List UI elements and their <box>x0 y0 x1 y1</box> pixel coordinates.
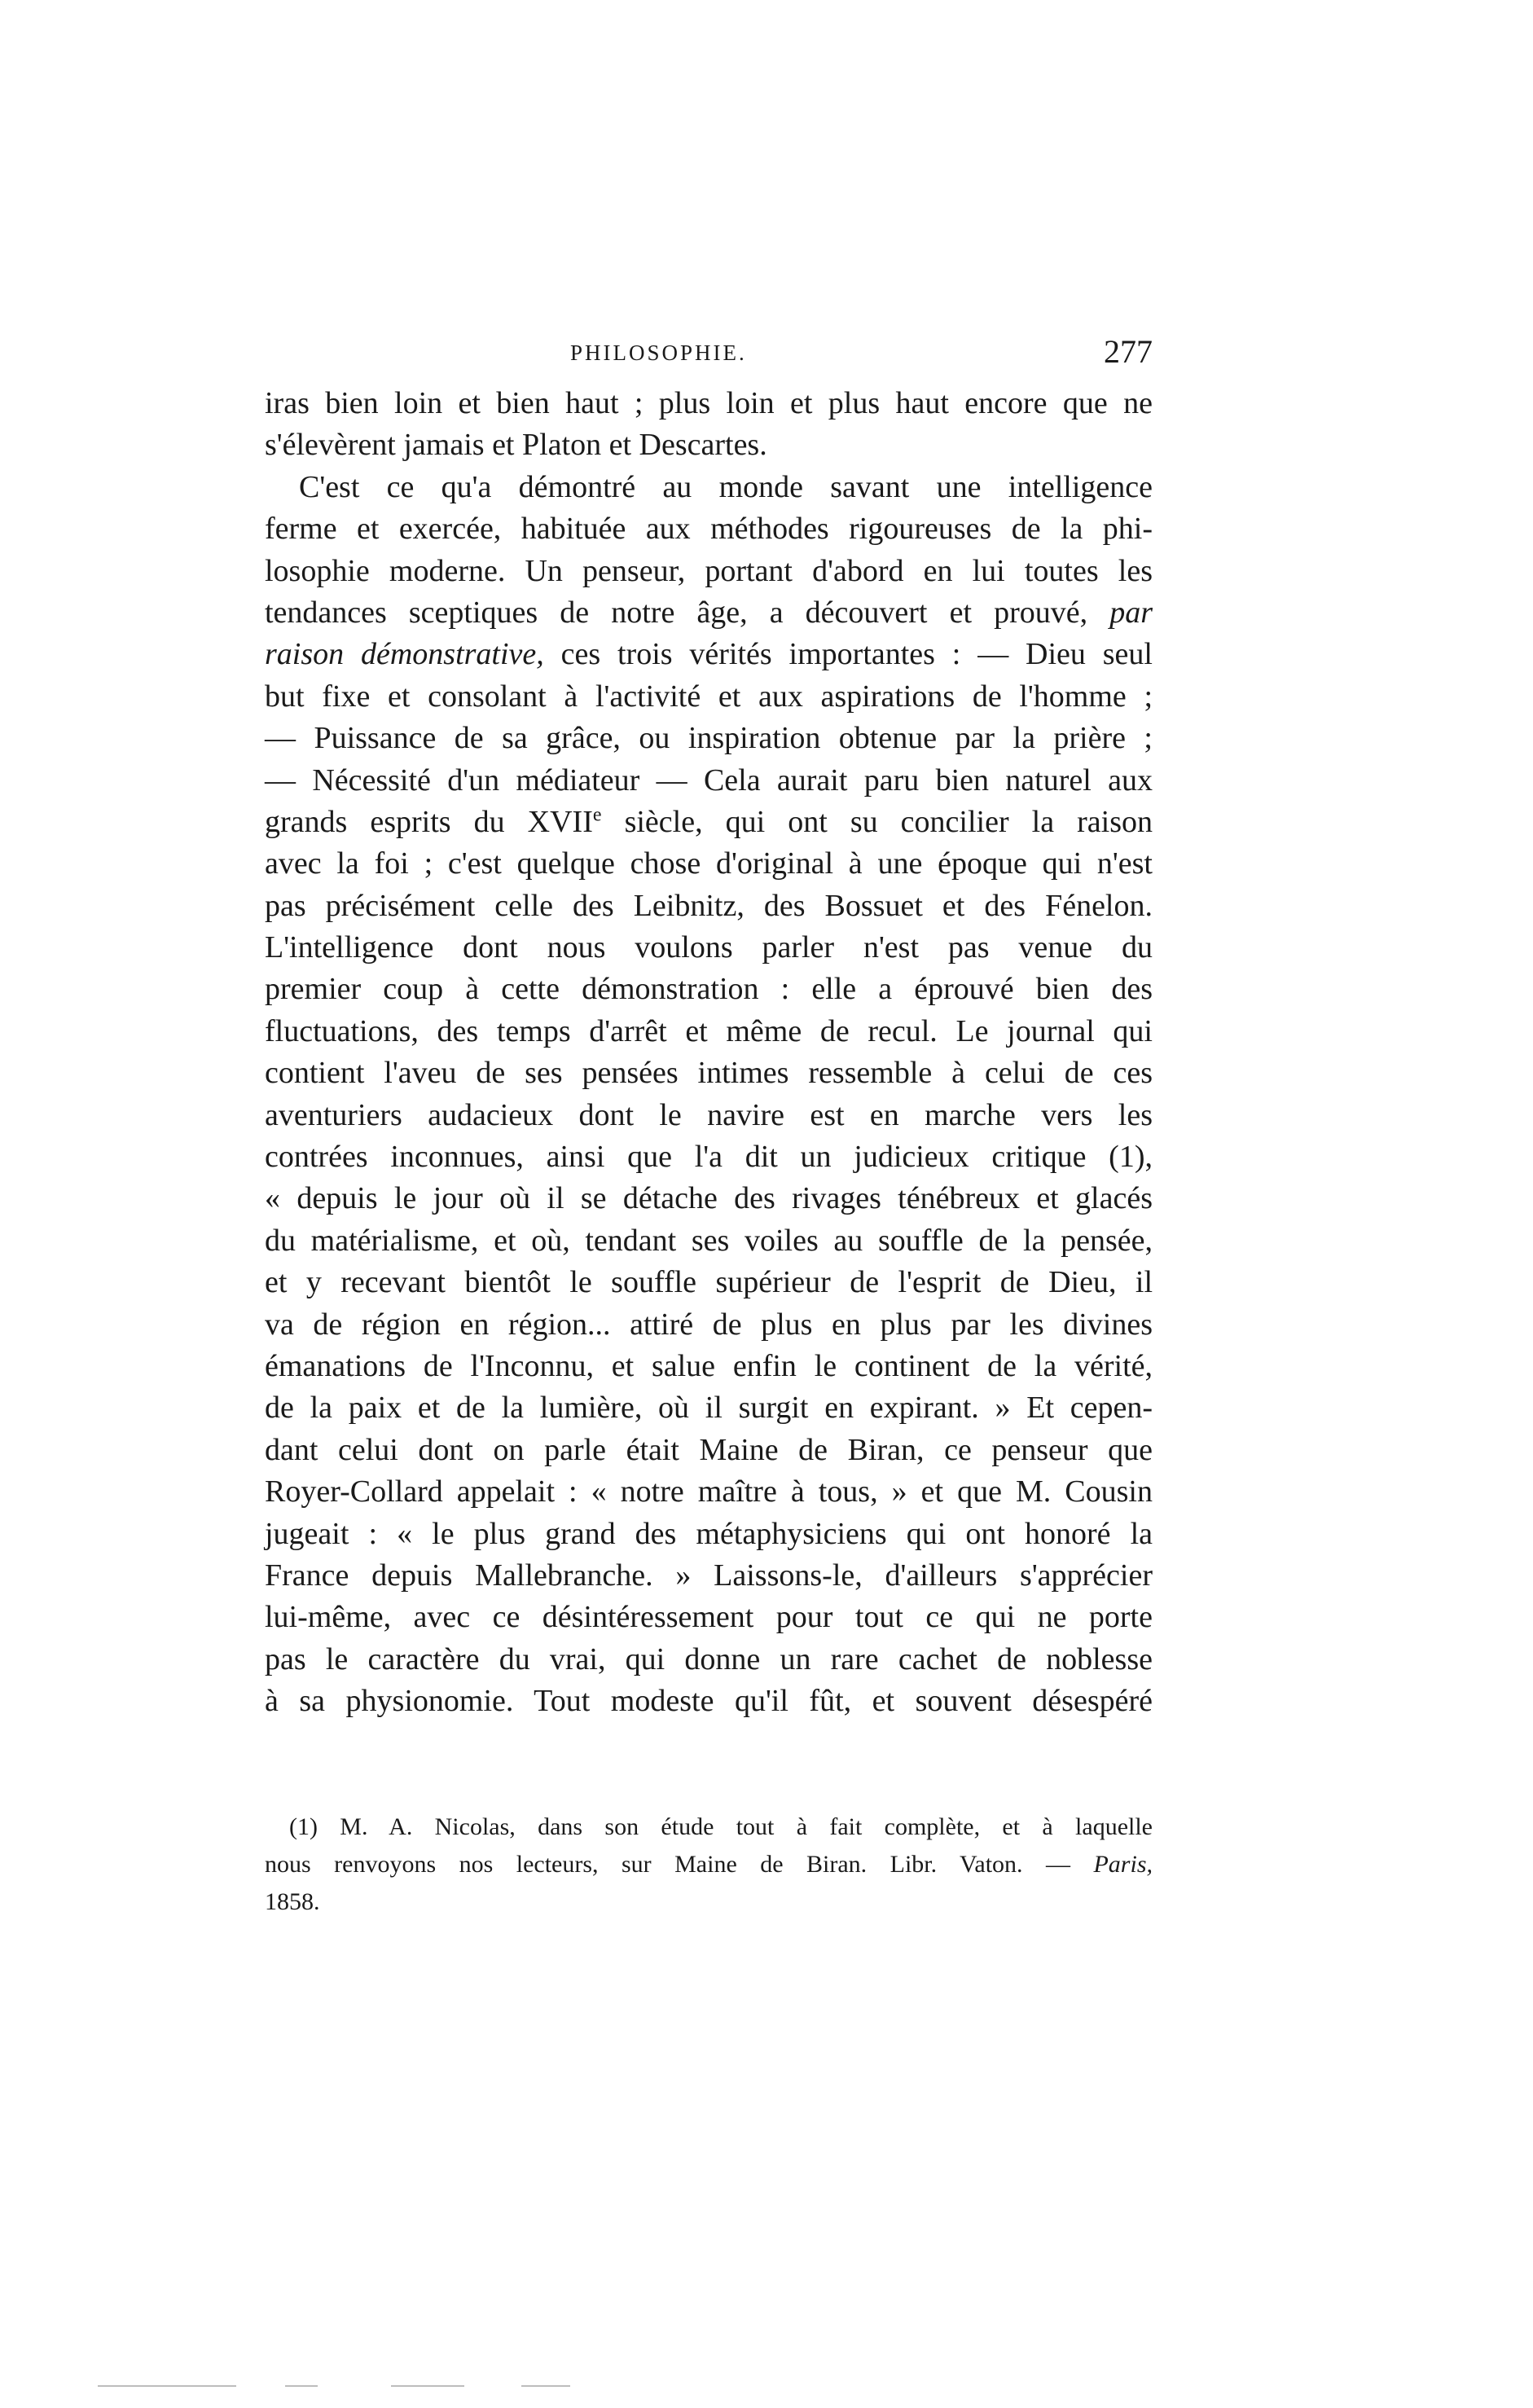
text-line: France depuis Mallebranche. » Laissons-le, d'ailleurs s'apprécier <box>265 1558 1153 1593</box>
text-line: du matérialisme, et où, tendant ses voiles au souffle de la pensée, <box>265 1223 1153 1258</box>
text-line: dant celui dont on parle était Maine de Biran, ce penseur que <box>265 1432 1153 1467</box>
text-line: « depuis le jour où il se détache des rivages ténébreux et glacés <box>265 1181 1153 1216</box>
superscript: e <box>592 804 602 826</box>
text-segment: siècle, qui ont su concilier la raison <box>601 804 1153 839</box>
footnote-line <box>265 1846 1153 1883</box>
text-line <box>265 592 1153 634</box>
text-line: fluctuations, des temps d'arrêt et même de recul. Le journal qui <box>265 1013 1153 1048</box>
text-line <box>265 634 1153 675</box>
text-line: L'intelligence dont nous voulons parler n'est pas venue du <box>265 930 1153 965</box>
italic-segment: Paris, <box>1093 1851 1153 1878</box>
running-head <box>265 333 1153 381</box>
text-line: s'élevèrent jamais et Platon et Descartes. <box>265 428 767 463</box>
text-segment: grands esprits du XVII <box>265 804 593 839</box>
text-line: — Nécessité d'un médiateur — Cela aurait paru bien naturel aux <box>265 762 1153 798</box>
text-line: de la paix et de la lumière, où il surgit en expirant. » Et cepen- <box>265 1391 1153 1426</box>
text-line: premier coup à cette démonstration : elle a éprouvé bien des <box>265 972 1153 1007</box>
page-number: 277 <box>1104 333 1153 370</box>
text-line: lui-même, avec ce désintéressement pour tout ce qui ne porte <box>265 1600 1153 1635</box>
text-line: avec la foi ; c'est quelque chose d'original à une époque qui n'est <box>265 846 1153 881</box>
text-line: ferme et exercée, habituée aux méthodes rigoureuses de la phi- <box>265 512 1153 547</box>
text-segment: ces trois vérités importantes : — Dieu seul <box>543 637 1153 672</box>
text-line <box>265 802 1153 843</box>
text-line: iras bien loin et bien haut ; plus loin et plus haut encore que ne <box>265 386 1153 420</box>
footnote-line: (1) M. A. Nicolas, dans son étude tout à fait complète, et à laquelle <box>289 1813 1153 1840</box>
text-line: contient l'aveu de ses pensées intimes ressemble à celui de ces <box>265 1056 1153 1091</box>
text-line: but fixe et consolant à l'activité et aux aspirations de l'homme ; <box>265 679 1153 714</box>
text-line: pas précisément celle des Leibnitz, des Bossuet et des Fénelon. <box>265 888 1153 923</box>
scan-artifact <box>285 2385 318 2387</box>
footnote-line: 1858. <box>265 1888 320 1915</box>
text-line: et y recevant bientôt le souffle supérieur de l'esprit de Dieu, il <box>265 1265 1153 1300</box>
text-line: va de région en région... attiré de plus en plus par les divines <box>265 1307 1153 1342</box>
text-line: contrées inconnues, ainsi que l'a dit un judicieux critique (1), <box>265 1140 1153 1175</box>
text-segment: tendances sceptiques de notre âge, a découvert et prouvé, <box>265 595 1088 630</box>
text-segment: nous renvoyons nos lecteurs, sur Maine de Biran. Libr. Vaton. — <box>265 1851 1071 1878</box>
italic-segment: raison démonstrative, <box>265 637 544 672</box>
running-title: PHILOSOPHIE. <box>570 341 747 365</box>
text-line: — Puissance de sa grâce, ou inspiration obtenue par la prière ; <box>265 721 1153 756</box>
text-line: C'est ce qu'a démontré au monde savant une intelligence <box>299 469 1153 504</box>
scan-artifact <box>98 2385 236 2387</box>
scan-artifact <box>391 2385 464 2387</box>
scan-artifact <box>521 2385 570 2387</box>
footnotes <box>265 1808 1153 1921</box>
text-line: pas le caractère du vrai, qui donne un rare cachet de noblesse <box>265 1641 1153 1676</box>
text-line: aventuriers audacieux dont le navire est en marche vers les <box>265 1097 1153 1132</box>
italic-segment: par <box>1109 595 1153 630</box>
body-text <box>265 383 1153 1723</box>
text-line: Royer-Collard appelait : « notre maître à tous, » et que M. Cousin <box>265 1474 1153 1509</box>
text-line: à sa physionomie. Tout modeste qu'il fût, et souvent désespéré <box>265 1684 1153 1719</box>
text-line: jugeait : « le plus grand des métaphysiciens qui ont honoré la <box>265 1516 1153 1551</box>
text-line: losophie moderne. Un penseur, portant d'abord en lui toutes les <box>265 553 1153 588</box>
text-line: émanations de l'Inconnu, et salue enfin le continent de la vérité, <box>265 1348 1153 1383</box>
